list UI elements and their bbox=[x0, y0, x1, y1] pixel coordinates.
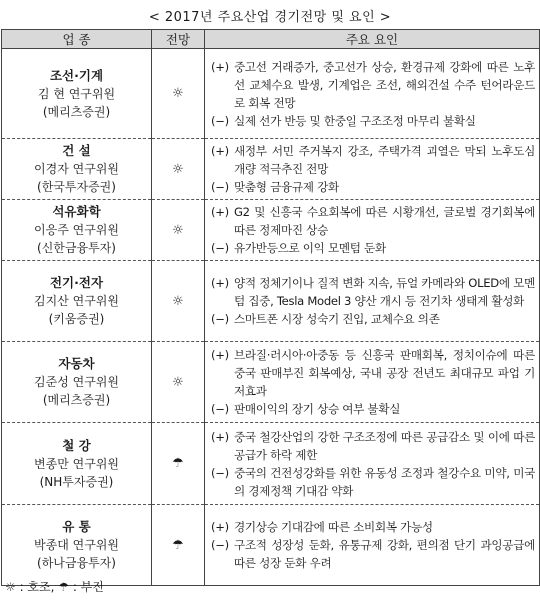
table-row bbox=[2, 49, 540, 139]
sun-icon: ☼ bbox=[152, 139, 205, 200]
firm-name: (키움증권) bbox=[48, 312, 105, 326]
minus-tag: (−) bbox=[211, 465, 229, 480]
minus-factor: 맞춤형 금융규제 강화 bbox=[234, 180, 339, 194]
minus-factor: 실제 선가 반등 및 한중일 구조조정 마무리 불확실 bbox=[234, 113, 476, 128]
minus-factor: 구조적 성장성 둔화, 유통규제 강화, 편의점 단기 과잉공급에 따른 성장 둔화 우려 bbox=[234, 538, 535, 570]
firm-name: (하나금융투자) bbox=[37, 556, 116, 570]
minus-factor: 스마트폰 시장 성숙기 진입, 교체수요 의존 bbox=[234, 312, 440, 326]
header-industry: 업 종 bbox=[2, 30, 152, 49]
analyst-name: 이경자 연구위원 bbox=[34, 162, 119, 176]
plus-factor: 브라질·러시아·아중동 등 신흥국 판매회복, 정치이슈에 따른 중국 판매부진 회복예상, 국내 공장 전년도 최대규모 파업 기저효과 bbox=[234, 348, 535, 398]
factors-cell bbox=[205, 139, 540, 200]
firm-name: (NH투자증권) bbox=[39, 474, 114, 489]
minus-tag: (−) bbox=[211, 312, 229, 326]
minus-tag: (−) bbox=[211, 402, 229, 416]
factors-cell bbox=[205, 342, 540, 423]
analyst-name: 변종만 연구위원 bbox=[34, 456, 119, 471]
analyst-name: 박종대 연구위원 bbox=[34, 538, 119, 552]
industry-cell bbox=[2, 342, 152, 423]
analyst-name: 김 현 연구위원 bbox=[37, 86, 116, 101]
factors-cell bbox=[205, 200, 540, 261]
table-row bbox=[2, 200, 540, 261]
plus-factor: 양적 정체기이나 질적 변화 지속, 듀얼 카메라와 OLED에 모멘텀 집중, Tesla Model 3 양산 개시 등 전기차 생태계 활성화 bbox=[234, 276, 535, 308]
umbrella-icon: ☂ bbox=[152, 423, 205, 505]
industry-cell bbox=[2, 49, 152, 139]
industry-name: 조선·기계 bbox=[49, 67, 104, 83]
sun-icon: ☼ bbox=[152, 342, 205, 423]
table-title: < 2017년 주요산업 경기전망 및 요인 > bbox=[148, 10, 392, 25]
table-row bbox=[2, 261, 540, 342]
header-row bbox=[2, 30, 540, 49]
minus-factor: 판매이익의 장기 상승 여부 불확실 bbox=[234, 402, 401, 416]
plus-tag: (+) bbox=[211, 276, 229, 290]
plus-factor: 새정부 서민 주거복지 강조, 주택가격 괴열은 막되 노후도심 개량 적극추진 전망 bbox=[234, 144, 535, 176]
industry-name: 유 통 bbox=[62, 519, 91, 534]
table-row bbox=[2, 505, 540, 586]
factors-cell bbox=[205, 505, 540, 586]
industry-name: 전기·전자 bbox=[49, 275, 104, 290]
firm-name: (메리츠증권) bbox=[42, 393, 111, 407]
plus-tag: (+) bbox=[211, 348, 229, 362]
sun-icon: ☼ bbox=[152, 261, 205, 342]
sun-icon: ☼ bbox=[152, 49, 205, 139]
header-factors: 주요 요인 bbox=[205, 30, 540, 49]
plus-tag: (+) bbox=[211, 429, 229, 444]
minus-tag: (−) bbox=[211, 113, 229, 128]
minus-tag: (−) bbox=[211, 241, 229, 255]
industry-name: 철 강 bbox=[62, 437, 91, 453]
industry-cell bbox=[2, 505, 152, 586]
plus-tag: (+) bbox=[211, 205, 229, 219]
analyst-name: 이응주 연구위원 bbox=[34, 223, 119, 237]
factors-cell bbox=[205, 261, 540, 342]
industry-cell bbox=[2, 261, 152, 342]
factors-cell bbox=[205, 423, 540, 505]
table-row bbox=[2, 423, 540, 505]
plus-factor: 중고선 거래증가, 중고선가 상승, 환경규제 강화에 따른 노후선 교체수요 발생, 기계업은 조선, 해외건설 수주 턴어라운드로 회복 전망 bbox=[234, 59, 535, 110]
industry-name: 석유화학 bbox=[52, 204, 101, 219]
analyst-name: 김지산 연구위원 bbox=[34, 294, 119, 308]
firm-name: (신한금융투자) bbox=[37, 241, 116, 255]
industry-name: 건 설 bbox=[62, 143, 91, 158]
plus-factor: 중국 철강산업의 강한 구조조정에 따른 공급감소 및 이에 따른 공급가 하락 제한 bbox=[234, 429, 535, 462]
plus-tag: (+) bbox=[211, 144, 229, 158]
sun-icon: ☼ bbox=[152, 200, 205, 261]
industry-cell bbox=[2, 200, 152, 261]
umbrella-icon: ☂ bbox=[152, 505, 205, 586]
industry-cell bbox=[2, 423, 152, 505]
minus-tag: (−) bbox=[211, 538, 229, 552]
minus-tag: (−) bbox=[211, 180, 229, 194]
header-outlook: 전망 bbox=[152, 30, 205, 49]
plus-tag: (+) bbox=[211, 59, 229, 74]
industry-name: 자동차 bbox=[58, 356, 95, 371]
analyst-name: 김준성 연구위원 bbox=[34, 375, 119, 389]
factors-cell bbox=[205, 49, 540, 139]
plus-factor: 경기상승 기대감에 따른 소비회복 가능성 bbox=[234, 520, 433, 534]
minus-factor: 유가반등으로 이익 모멘텀 둔화 bbox=[234, 241, 386, 255]
firm-name: (한국투자증권) bbox=[37, 180, 116, 194]
table-row bbox=[2, 139, 540, 200]
table-row bbox=[2, 342, 540, 423]
plus-tag: (+) bbox=[211, 520, 229, 534]
industry-cell bbox=[2, 139, 152, 200]
minus-factor: 중국의 건전성강화를 위한 유동성 조정과 철강수요 미약, 미국의 경제정책 기대감 약화 bbox=[234, 465, 535, 498]
firm-name: (메리츠증권) bbox=[42, 104, 111, 119]
plus-factor: G2 및 신흥국 수요회복에 따른 시황개선, 글로벌 경기회복에 따른 정제마진 상승 bbox=[234, 205, 535, 237]
legend: ☼ : 호조, ☂ : 부진 bbox=[5, 580, 104, 594]
industry-outlook-table bbox=[1, 29, 540, 586]
